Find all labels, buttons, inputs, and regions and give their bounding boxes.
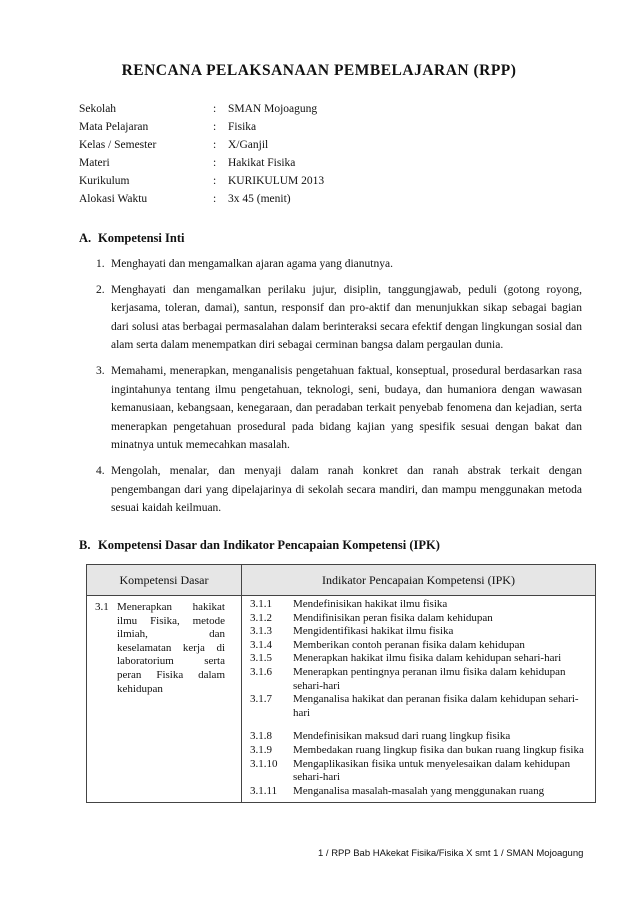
page-title: RENCANA PELAKSANAAN PEMBELAJARAN (RPP) <box>121 62 517 79</box>
kd-text <box>117 601 225 696</box>
kd-line: Menerapkan hakikat <box>117 601 225 613</box>
info-separator: : <box>213 175 217 187</box>
ipk-number: 3.1.8 <box>250 730 272 743</box>
section-b-heading <box>79 538 440 553</box>
list-item-text: Menghayati dan mengamalkan ajaran agama yang dianutnya. <box>111 258 393 270</box>
info-label: Mata Pelajaran <box>79 121 149 133</box>
info-value: KURIKULUM 2013 <box>228 175 325 187</box>
kd-cell <box>87 596 242 803</box>
kd-line: kehidupan <box>117 682 163 695</box>
ipk-text: Menganalisa hakikat dan peranan fisika dalam kehidupan sehari-hari <box>293 693 579 719</box>
ipk-number: 3.1.10 <box>250 757 278 770</box>
kd-line: laboratorium serta <box>117 655 225 668</box>
ipk-text: Mendefinisikan hakikat ilmu fisika <box>293 598 448 610</box>
info-label: Alokasi Waktu <box>79 193 148 205</box>
info-separator: : <box>213 103 217 115</box>
table-header-ipk: Indikator Pencapaian Kompetensi (IPK) <box>242 565 596 596</box>
list-item <box>96 362 582 455</box>
ipk-item <box>250 612 591 626</box>
kd-line: ilmiah, dan <box>117 628 225 641</box>
ipk-number: 3.1.2 <box>250 611 272 624</box>
info-value: X/Ganjil <box>228 139 269 151</box>
info-separator: : <box>213 157 217 169</box>
kd-ipk-table <box>86 564 596 803</box>
ipk-item <box>250 758 591 785</box>
ipk-number: 3.1.7 <box>250 693 272 706</box>
section-letter: A. <box>79 231 92 245</box>
ipk-number: 3.1.9 <box>250 743 272 756</box>
kd-line: peran Fisika dalam <box>117 668 225 681</box>
list-item-text: Mengolah, menalar, dan menyaji dalam ranah konkret dan ranah abstrak terkait dengan pengembangan dari yang dipelajarinya di sekolah secara mandiri, dan mampu menggunakan metoda sesuai kaidah keilmuan. <box>111 464 582 515</box>
kd-line: ilmu Fisika, metode <box>117 614 225 627</box>
info-separator: : <box>213 121 217 133</box>
table-header-row <box>87 565 596 596</box>
ipk-item <box>250 666 591 693</box>
ipk-group-gap <box>250 720 591 730</box>
ipk-number: 3.1.3 <box>250 625 272 638</box>
ipk-item <box>250 744 591 758</box>
info-label: Sekolah <box>79 103 117 115</box>
table-row <box>87 596 596 803</box>
ipk-number: 3.1.5 <box>250 652 272 665</box>
ipk-item <box>250 639 591 653</box>
ipk-item <box>250 598 591 612</box>
ipk-text: Menerapkan hakikat ilmu fisika dalam kehidupan sehari-hari <box>293 652 562 665</box>
info-value: Hakikat Fisika <box>228 157 296 169</box>
list-item <box>96 255 582 274</box>
info-separator: : <box>213 139 217 151</box>
ipk-item <box>250 693 591 720</box>
ipk-text: Membedakan ruang lingkup fisika dan bukan ruang lingkup fisika <box>293 743 584 756</box>
ipk-text: Memberikan contoh peranan fisika dalam kehidupan <box>293 638 525 651</box>
ipk-text: Mendefinisikan maksud dari ruang lingkup fisika <box>293 730 511 743</box>
ipk-item <box>250 625 591 639</box>
kompetensi-inti-list <box>96 255 582 525</box>
kd-line: keselamatan kerja di <box>117 641 225 654</box>
ipk-number: 3.1.6 <box>250 665 272 678</box>
section-title: Kompetensi Dasar dan Indikator Pencapaian Kompetensi (IPK) <box>98 538 440 552</box>
section-letter: B. <box>79 538 91 552</box>
ipk-number: 3.1.11 <box>250 784 278 797</box>
ipk-item <box>250 652 591 666</box>
ipk-number: 3.1.4 <box>250 638 272 651</box>
list-item-number: 3. <box>96 364 105 377</box>
info-value: Fisika <box>228 121 257 133</box>
ipk-item <box>250 785 591 799</box>
ipk-text: Menganalisa masalah-masalah yang menggunakan ruang <box>293 784 545 797</box>
ipk-item <box>250 730 591 744</box>
info-separator: : <box>213 193 217 205</box>
list-item-text: Menghayati dan mengamalkan perilaku jujur, disiplin, tanggungjawab, peduli (gotong royong, kerjasama, toleran, damai), santun, responsif dan pro-aktif dan menunjukkan sikap sebagai bagian dari solusi atas berbagai permasalahan dalam berinteraksi secara efektif dengan lingkungan sosial dan alam serta dalam menempatkan diri sebagai cerminan bangsa dalam pergaulan dunia. <box>111 283 582 352</box>
info-label: Kurikulum <box>79 175 130 187</box>
ipk-text: Mendifinisikan peran fisika dalam kehidupan <box>293 611 493 624</box>
ipk-number: 3.1.1 <box>250 598 272 610</box>
list-item <box>96 462 582 518</box>
list-item <box>96 281 582 355</box>
ipk-cell <box>242 596 596 803</box>
table-header-kd: Kompetensi Dasar <box>87 565 242 596</box>
list-item-number: 4. <box>96 464 105 477</box>
section-a-heading <box>79 231 184 246</box>
list-item-number: 1. <box>96 258 105 270</box>
ipk-text: Menerapkan pentingnya peranan ilmu fisika dalam kehidupan sehari-hari <box>293 665 566 692</box>
ipk-text: Mengidentifikasi hakikat ilmu fisika <box>293 625 454 638</box>
list-item-number: 2. <box>96 283 105 296</box>
list-item-text: Memahami, menerapkan, menganalisis pengetahuan faktual, konseptual, prosedural berdasarkan rasa ingintahunya tentang ilmu pengetahuan, teknologi, seni, budaya, dan humaniora dengan wawasan kemanusiaan, kebangsaan, kenegaraan, dan peradaban terkait penyebab fenomena dan kejadian, serta menerapkan pengetahuan prosedural pada bidang kajian yang spesifik sesuai dengan bakat dan minatnya untuk memecahkan masalah. <box>111 364 582 452</box>
section-title: Kompetensi Inti <box>98 231 185 245</box>
info-label: Kelas / Semester <box>79 139 157 151</box>
info-label: Materi <box>79 157 110 169</box>
ipk-text: Mengaplikasikan fisika untuk menyelesaikan dalam kehidupan sehari-hari <box>293 757 571 784</box>
page-footer: 1 / RPP Bab HAkekat Fisika/Fisika X smt 1 / SMAN Mojoagung <box>318 848 584 859</box>
info-value: 3x 45 (menit) <box>228 193 291 205</box>
info-value: SMAN Mojoagung <box>228 103 318 115</box>
kd-number: 3.1 <box>95 601 109 613</box>
